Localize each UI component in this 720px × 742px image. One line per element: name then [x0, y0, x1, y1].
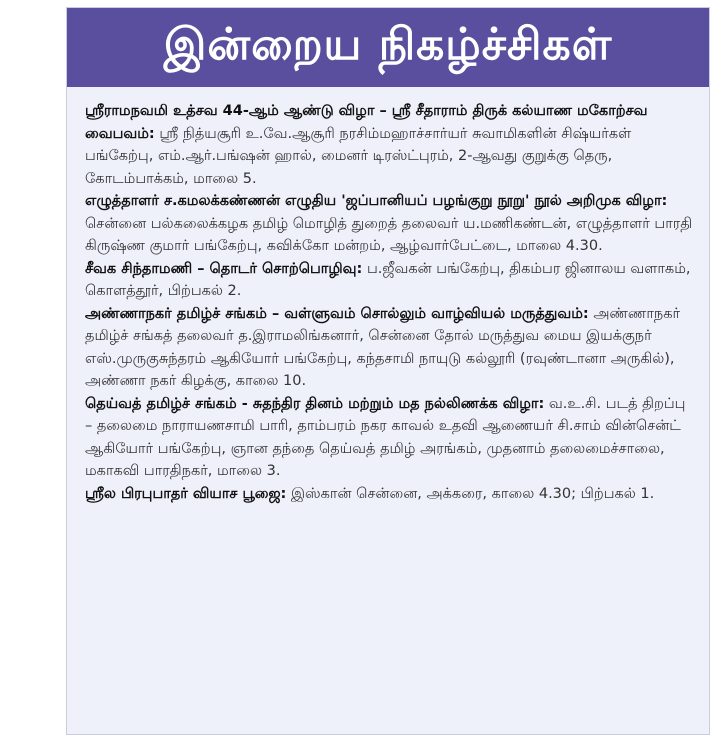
- news-clipping: [66, 7, 710, 735]
- event-details: வ.உ.சி. படத் திறப்பு – தலைமை நாராயணசாமி பாரி, தாம்பரம் நகர காவல் உதவி ஆணையர் சி.சாம் வின்சென்ட் ஆகியோர் பங்கேற்பு, ஞான தந்தை தெய்வத் தமிழ் அரங்கம், முதனாம் தலைமைச்சாலை, மகாகவி பாரதிநகர், மாலை 3.: [85, 395, 686, 479]
- event-details: சென்னை பல்கலைக்கழக தமிழ் மொழித் துறைத் தலைவர் ய.மணிகண்டன், எழுத்தாளர் பாரதி கிருஷ்ண குமார் பங்கேற்பு, கவிக்கோ மன்றம், ஆழ்வார்பேட்டை, மாலை 4.30.: [85, 215, 693, 254]
- event-item: [85, 303, 697, 393]
- event-title: ஸ்ரீராமநவமி உத்சவ 44-ஆம் ஆண்டு விழா – ஸ்ரீ சீதாராம் திருக் கல்யாண மகோற்சவ வைபவம்:: [85, 103, 648, 142]
- event-title: எழுத்தாளர் ச.கமலக்கண்ணன் எழுதிய 'ஜப்பானியப் பழங்குறு நூறு' நூல் அறிமுக விழா:: [85, 193, 668, 209]
- event-item: [85, 190, 697, 258]
- event-item: [85, 483, 697, 506]
- events-list: [85, 100, 697, 505]
- event-title: ஸ்ரீல பிரபுபாதர் வியாச பூஜை:: [85, 485, 287, 502]
- event-item: [85, 100, 697, 190]
- event-title: தெய்வத் தமிழ்ச் சங்கம் - சுதந்திர தினம் மற்றும் மத நல்லிணக்க விழா:: [85, 395, 545, 412]
- event-title: சீவக சிந்தாமணி – தொடர் சொற்பொழிவு:: [85, 260, 363, 277]
- event-details: அண்ணாநகர் தமிழ்ச் சங்கத் தலைவர் த.இராமலிங்கனார், சென்னை தோல் மருத்துவ மைய இயக்குநர் எஸ்.முருகுசுந்தரம் ஆகியோர் பங்கேற்பு, கந்தசாமி நாயுடு கல்லூரி (ரவுண்டானா அருகில்), அண்ணா நகர் கிழக்கு, காலை 10.: [85, 305, 681, 389]
- masthead-banner: [67, 8, 709, 87]
- event-details: இஸ்கான் சென்னை, அக்கரை, காலை 4.30; பிற்பகல் 1.: [290, 485, 655, 502]
- event-item: [85, 258, 697, 303]
- page-title: இன்றைய நிகழ்ச்சிகள்: [163, 19, 613, 70]
- event-details: ப.ஜீவகன் பங்கேற்பு, திகம்பர ஜினாலய வளாகம், கொளத்தூர், பிற்பகல் 2.: [85, 260, 691, 299]
- event-title: அண்ணாநகர் தமிழ்ச் சங்கம் – வள்ளுவம் சொல்லும் வாழ்வியல் மருத்துவம்:: [85, 305, 589, 322]
- event-details: ஸ்ரீ நித்யசூரி உ.வே.ஆசூரி நரசிம்மஹாச்சார்யர் சுவாமிகளின் சிஷ்யர்கள் பங்கேற்பு, எம்.ஆர்.பங்ஷன் ஹால், மைனர் டிரஸ்ட்புரம், 2-ஆவது குறுக்கு தெரு, கோடம்பாக்கம், மாலை 5.: [85, 125, 632, 187]
- event-item: [85, 393, 697, 483]
